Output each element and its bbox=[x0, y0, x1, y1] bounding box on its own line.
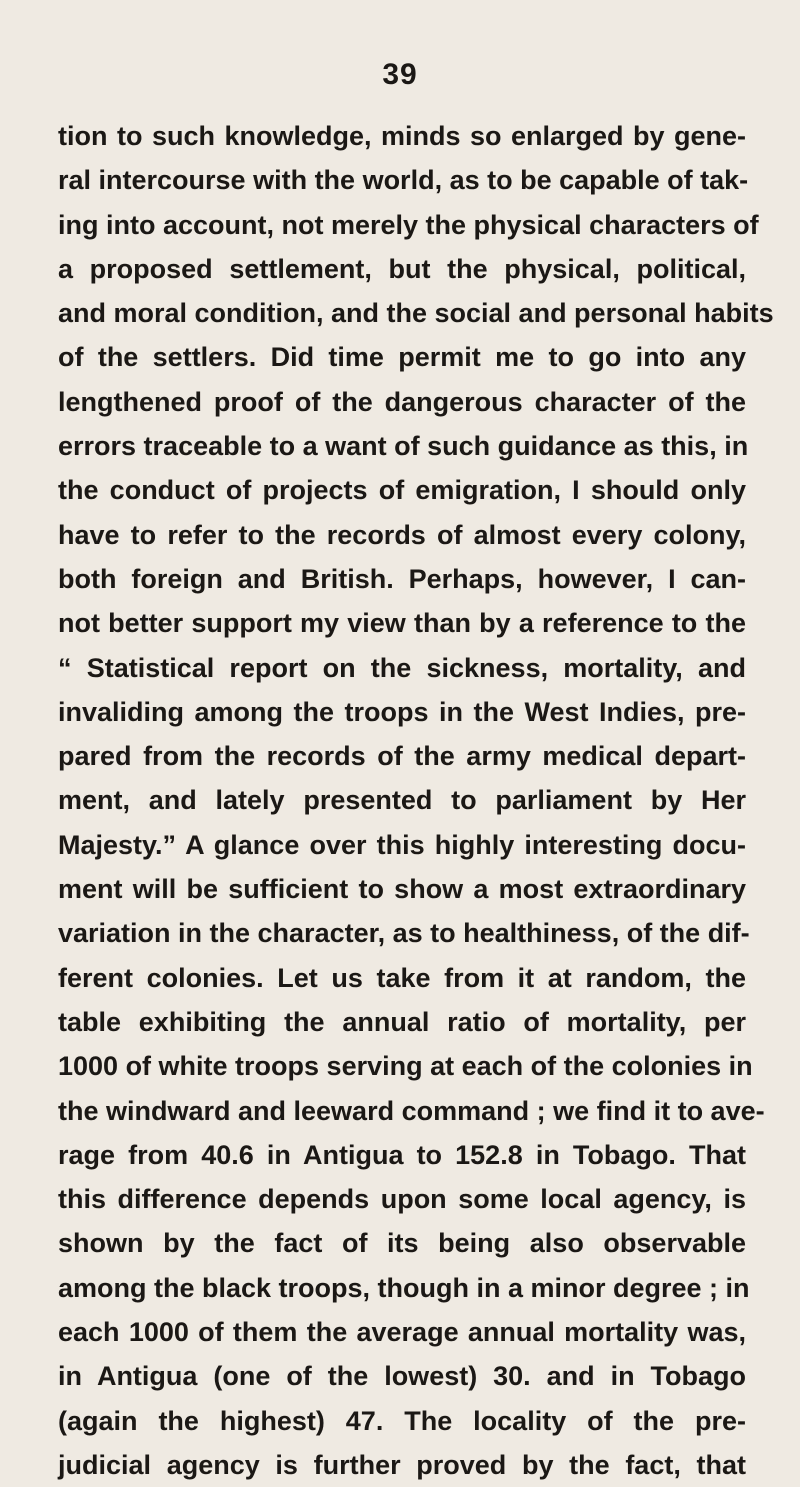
text-line: the windward and leeward command ; we find it to ave- bbox=[58, 1095, 765, 1126]
text-line: judicial agency is further proved by the fact, that bbox=[58, 1449, 746, 1480]
body-text bbox=[58, 114, 774, 1487]
text-line: 1000 of white troops serving at each of the colonies in bbox=[58, 1051, 753, 1082]
text-line: (again the highest) 47. The locality of the pre- bbox=[58, 1405, 746, 1436]
page-number: 39 bbox=[382, 58, 418, 91]
text-line: of the settlers. Did time permit me to go into any bbox=[58, 342, 746, 373]
text-line: ferent colonies. Let us take from it at random, the bbox=[58, 962, 746, 993]
text-line: shown by the fact of its being also observable bbox=[58, 1228, 746, 1259]
text-line: the conduct of projects of emigration, I should only bbox=[58, 475, 746, 506]
text-line: have to refer to the records of almost every colony, bbox=[58, 519, 746, 550]
text-line: ment will be sufficient to show a most extraordinary bbox=[58, 874, 746, 905]
text-line: this difference depends upon some local agency, is bbox=[58, 1184, 746, 1215]
text-line: rage from 40.6 in Antigua to 152.8 in Tobago. That bbox=[58, 1139, 746, 1170]
text-line: among the black troops, though in a minor degree ; in bbox=[58, 1272, 750, 1303]
text-line: ral intercourse with the world, as to be capable of tak- bbox=[58, 165, 749, 196]
text-line: not better support my view than by a reference to the bbox=[58, 608, 746, 639]
text-line: both foreign and British. Perhaps, however, I can- bbox=[58, 563, 746, 594]
text-line: a proposed settlement, but the physical, political, bbox=[58, 253, 746, 284]
text-line: errors traceable to a want of such guidance as this, in bbox=[58, 431, 749, 462]
text-line: variation in the character, as to healthiness, of the dif- bbox=[58, 918, 750, 949]
text-line: and moral condition, and the social and personal habits bbox=[58, 298, 774, 329]
text-line: invaliding among the troops in the West Indies, pre- bbox=[58, 696, 746, 727]
text-line: in Antigua (one of the lowest) 30. and in Tobago bbox=[58, 1361, 746, 1392]
text-line: pared from the records of the army medical depart- bbox=[58, 741, 746, 772]
text-line: tion to such knowledge, minds so enlarged by gene- bbox=[58, 121, 746, 151]
text-line: Majesty.” A glance over this highly interesting docu- bbox=[58, 829, 746, 860]
text-line: table exhibiting the annual ratio of mortality, per bbox=[58, 1006, 746, 1037]
text-line: each 1000 of them the average annual mortality was, bbox=[58, 1317, 746, 1348]
text-line: ment, and lately presented to parliament by Her bbox=[58, 785, 746, 816]
text-line: ing into account, not merely the physical characters of bbox=[58, 209, 759, 240]
text-line: lengthened proof of the dangerous character of the bbox=[58, 386, 746, 417]
text-line: “ Statistical report on the sickness, mortality, and bbox=[58, 652, 746, 683]
